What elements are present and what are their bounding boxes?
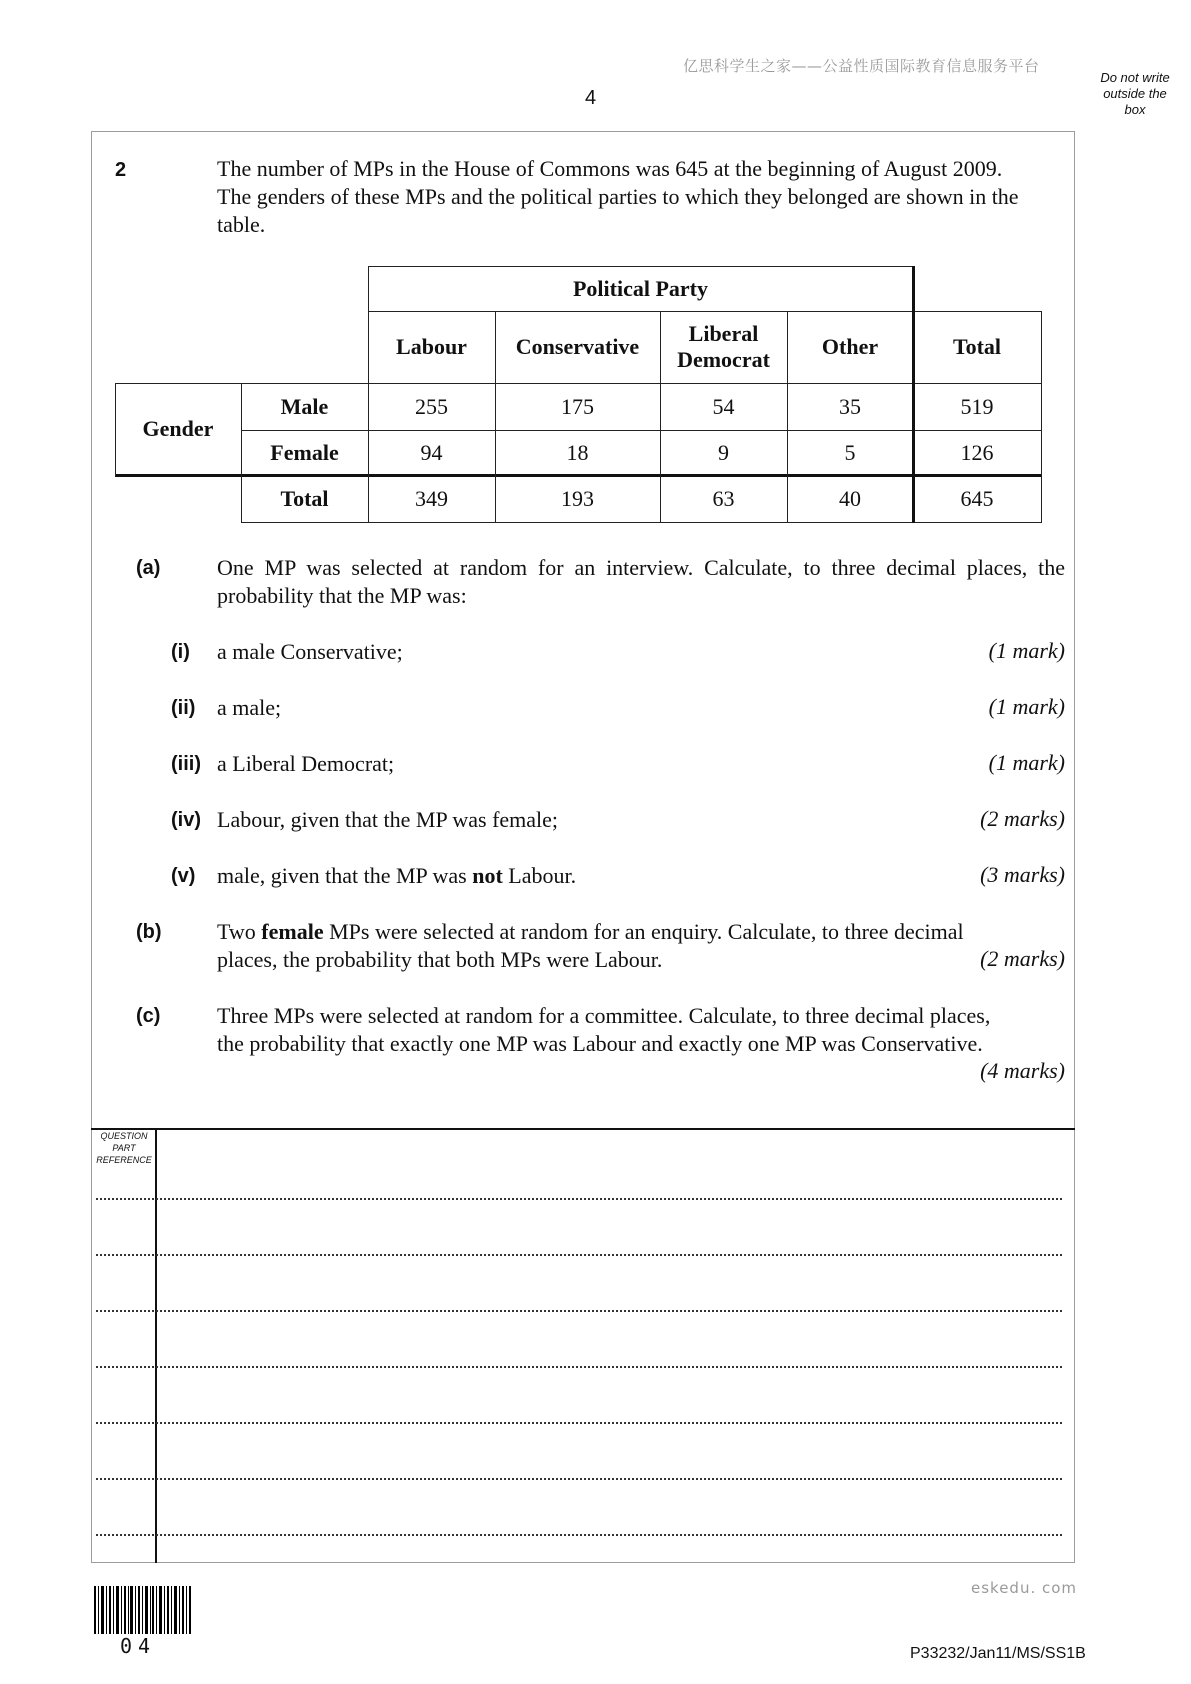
part-a-text: One MP was selected at random for an interview. Calculate, to three decimal places, the probability that the MP was: <box>217 555 1065 608</box>
subpart-label: (iv) <box>171 809 201 831</box>
margin-note-line: outside the <box>1103 86 1167 101</box>
subpart-text: a male Conservative; <box>217 639 403 664</box>
question-intro: The number of MPs in the House of Commons was 645 at the beginning of August 2009. The genders of these MPs and the political parties to which they belonged are shown in the table. <box>217 156 1019 237</box>
subpart-label: (v) <box>171 865 196 887</box>
part-b-text <box>217 918 1007 974</box>
answer-area-margin-rule <box>155 1128 157 1563</box>
table-cell: 126 <box>960 439 994 465</box>
table-rule <box>787 311 788 523</box>
subpart-marks: (3 marks) <box>980 862 1065 887</box>
table-cell: 18 <box>566 439 589 465</box>
table-row-group-label: Gender <box>142 416 214 441</box>
table-column-header: Labour <box>396 334 467 359</box>
table-rule <box>1041 311 1042 523</box>
table-cell: 175 <box>561 393 594 419</box>
answer-line[interactable] <box>96 1478 1062 1480</box>
table-rule-thick <box>115 474 1042 477</box>
qpr-line: PART <box>112 1143 136 1153</box>
table-row-label: Female <box>270 439 339 465</box>
table-rule-thick <box>912 266 915 523</box>
table-total-cell: 193 <box>561 485 594 511</box>
question-number: 2 <box>115 159 127 181</box>
part-b-marks: (2 marks) <box>980 946 1065 971</box>
watermark-top: 亿思科学生之家——公益性质国际教育信息服务平台 <box>683 57 1040 75</box>
table-rule <box>115 383 116 476</box>
table-rule <box>241 522 1042 523</box>
answer-line[interactable] <box>96 1422 1062 1424</box>
part-c-marks: (4 marks) <box>980 1058 1065 1083</box>
answer-line[interactable] <box>96 1366 1062 1368</box>
page-number: 4 <box>585 87 597 109</box>
subpart-text-before: male, given that the MP was <box>217 863 473 888</box>
table-group-header: Political Party <box>572 275 708 301</box>
answer-line[interactable] <box>96 1310 1062 1312</box>
part-b-text-emphasis: female <box>261 919 324 944</box>
table-total-cell: 349 <box>415 485 448 511</box>
subpart-text <box>217 862 576 890</box>
table-total-cell: 63 <box>712 485 735 511</box>
part-b-label: (b) <box>136 921 162 943</box>
question-part-reference-label <box>93 1130 155 1166</box>
subpart-text: Labour, given that the MP was female; <box>217 807 559 832</box>
table-total-label: Total <box>280 485 329 511</box>
watermark-bottom: eskedu. com <box>971 1579 1078 1597</box>
table-rule <box>495 311 496 523</box>
table-column-header: Liberal Democrat <box>677 321 770 372</box>
table-cell: 54 <box>712 393 735 419</box>
barcode-number: 04 <box>120 1634 157 1658</box>
subpart-marks: (2 marks) <box>980 806 1065 831</box>
table-cell: 9 <box>718 439 729 465</box>
subpart-text-emphasis: not <box>472 863 503 888</box>
answer-line[interactable] <box>96 1254 1062 1256</box>
subpart-marks: (1 mark) <box>988 694 1065 719</box>
part-c-text: Three MPs were selected at random for a committee. Calculate, to three decimal places, the probability that exactly one MP was Labour and exactly one MP was Conservative. <box>217 1003 991 1056</box>
margin-note-line: Do not write <box>1100 70 1170 85</box>
answer-area-top-rule <box>91 1128 1075 1130</box>
table-rule <box>115 383 1042 384</box>
answer-line[interactable] <box>96 1534 1062 1536</box>
table-rule <box>241 383 242 523</box>
answer-line[interactable] <box>96 1198 1062 1200</box>
table-total-cell: 645 <box>960 485 994 511</box>
table-rule <box>368 266 914 267</box>
table-rule <box>368 266 369 523</box>
subpart-text: a Liberal Democrat; <box>217 751 395 776</box>
subpart-text: a male; <box>217 695 282 720</box>
table-total-cell: 40 <box>839 485 861 511</box>
table-column-header: Other <box>821 334 879 359</box>
subpart-label: (iii) <box>171 753 201 775</box>
part-b-text-after: MPs were selected at random for an enquiry. Calculate, to three decimal places, the probability that both MPs were Labour. <box>217 919 964 972</box>
subpart-marks: (1 mark) <box>988 750 1065 775</box>
table-column-header: Total <box>952 334 1002 359</box>
barcode-icon <box>94 1586 194 1636</box>
table-cell: 94 <box>420 439 443 465</box>
subpart-marks: (1 mark) <box>988 638 1065 663</box>
margin-note-line: box <box>1124 102 1146 117</box>
paper-reference: P33232/Jan11/MS/SS1B <box>910 1645 1086 1662</box>
table-cell: 519 <box>960 393 994 419</box>
margin-note <box>1090 70 1180 118</box>
table-rule <box>241 430 1042 431</box>
table-rule <box>368 311 1042 312</box>
table-row-label: Male <box>280 393 329 419</box>
table-rule <box>660 311 661 523</box>
part-a-label: (a) <box>136 557 161 579</box>
qpr-line: REFERENCE <box>96 1155 152 1165</box>
table-cell: 255 <box>415 393 448 419</box>
qpr-line: QUESTION <box>100 1131 148 1141</box>
table-cell: 5 <box>844 439 856 465</box>
table-cell: 35 <box>839 393 861 419</box>
table-column-header: Conservative <box>515 334 640 359</box>
subpart-label: (i) <box>171 641 190 663</box>
subpart-text-after: Labour. <box>502 863 577 888</box>
part-c-label: (c) <box>136 1005 161 1027</box>
subpart-label: (ii) <box>171 697 196 719</box>
part-b-text-before: Two <box>217 919 262 944</box>
